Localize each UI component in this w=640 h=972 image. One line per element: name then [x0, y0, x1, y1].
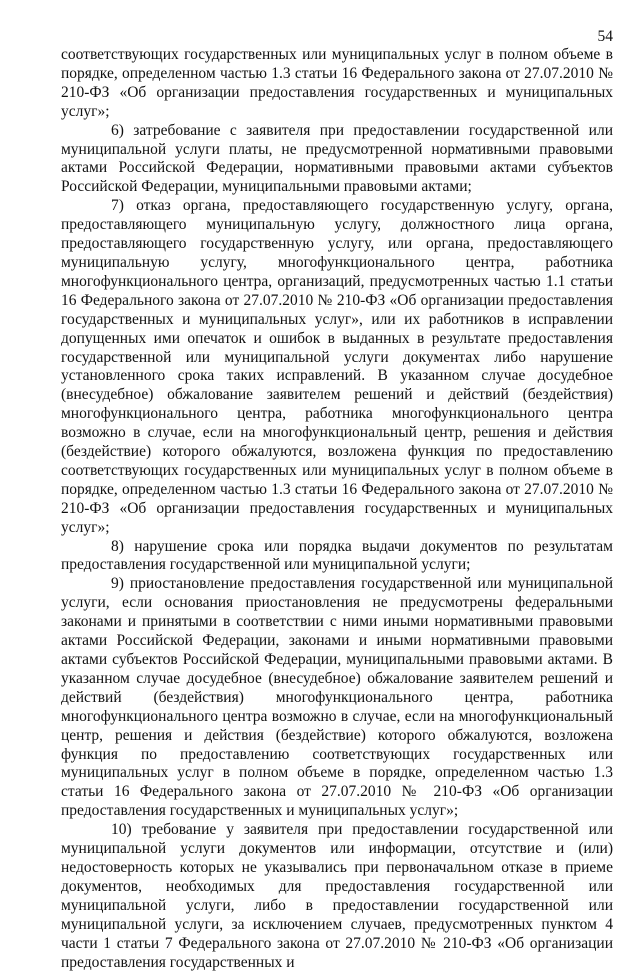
document-body: [61, 46, 613, 972]
paragraph-item-6: 6) затребование с заявителя при предоставлении государственной или муниципальной услуги платы, не предусмотренной нормативными правовыми актами Российской Федерации, нормативными правовыми актами субъектов Российской Федерации, муниципальными правовыми актами;: [61, 121, 613, 196]
paragraph-continuation: соответствующих государственных или муниципальных услуг в полном объеме в порядке, определенном частью 1.3 статьи 16 Федерального закона от 27.07.2010 № 210-ФЗ «Об организации предоставления государственных и муниципальных услуг»;: [61, 46, 613, 120]
paragraph-item-10: 10) требование у заявителя при предоставлении государственной или муниципальной услуги документов или информации, отсутствие и (или) недостоверность которых не указывались при первоначальном отказе в приеме документов, необходимых для предоставления государственной или муниципальной услуги, либо в предоставлении государственной или муниципальной услуги, за исключением случаев, предусмотренных пунктом 4 части 1 статьи 7 Федерального закона от 27.07.2010 № 210-ФЗ «Об организации предоставления государственных и: [61, 821, 613, 971]
paragraph-item-8: 8) нарушение срока или порядка выдачи документов по результатам предоставления государственной или муниципальной услуги;: [61, 537, 613, 574]
paragraph-item-7: 7) отказ органа, предоставляющего государственную услугу, органа, предоставляющего муниципальную услугу, должностного лица органа, предоставляющего государственную услугу, или органа, предоставляющего муниципальную услугу, многофункционального центра, работника многофункционального центра, организаций, предусмотренных частью 1.1 статьи 16 Федерального закона от 27.07.2010 № 210-ФЗ «Об организации предоставления государственных и муниципальных услуг», или их работников в исправлении допущенных ими опечаток и ошибок в выданных в результате предоставления государственной или муниципальной услуги документах либо нарушение установленного срока таких исправлений. В указанном случае досудебное (внесудебное) обжалование заявителем решений и действий (бездействия) многофункционального центра, работника многофункционального центра возможно в случае, если на многофункциональный центр, решения и действия (бездействие) которого обжалуются, возложена функция по предоставлению соответствующих государственных или муниципальных услуг в полном объеме в порядке, определенном частью 1.3 статьи 16 Федерального закона от 27.07.2010 № 210-ФЗ «Об организации предоставления государственных и муниципальных услуг»;: [61, 197, 613, 536]
paragraph-item-9: 9) приостановление предоставления государственной или муниципальной услуги, если основания приостановления не предусмотрены федеральными законами и принятыми в соответствии с ними иными нормативными правовыми актами Российской Федерации, законами и иными нормативными правовыми актами субъектов Российской Федерации, муниципальными правовыми актами. В указанном случае досудебное (внесудебное) обжалование заявителем решений и действий (бездействия) многофункционального центра, работника многофункционального центра возможно в случае, если на многофункциональный центр, решения и действия (бездействие) которого обжалуются, возложена функция по предоставлению соответствующих государственных или муниципальных услуг в полном объеме в порядке, определенном частью 1.3 статьи 16 Федерального закона от 27.07.2010 № 210-ФЗ «Об организации предоставления государственных и муниципальных услуг»;: [61, 575, 613, 820]
page-number: 54: [597, 28, 613, 45]
